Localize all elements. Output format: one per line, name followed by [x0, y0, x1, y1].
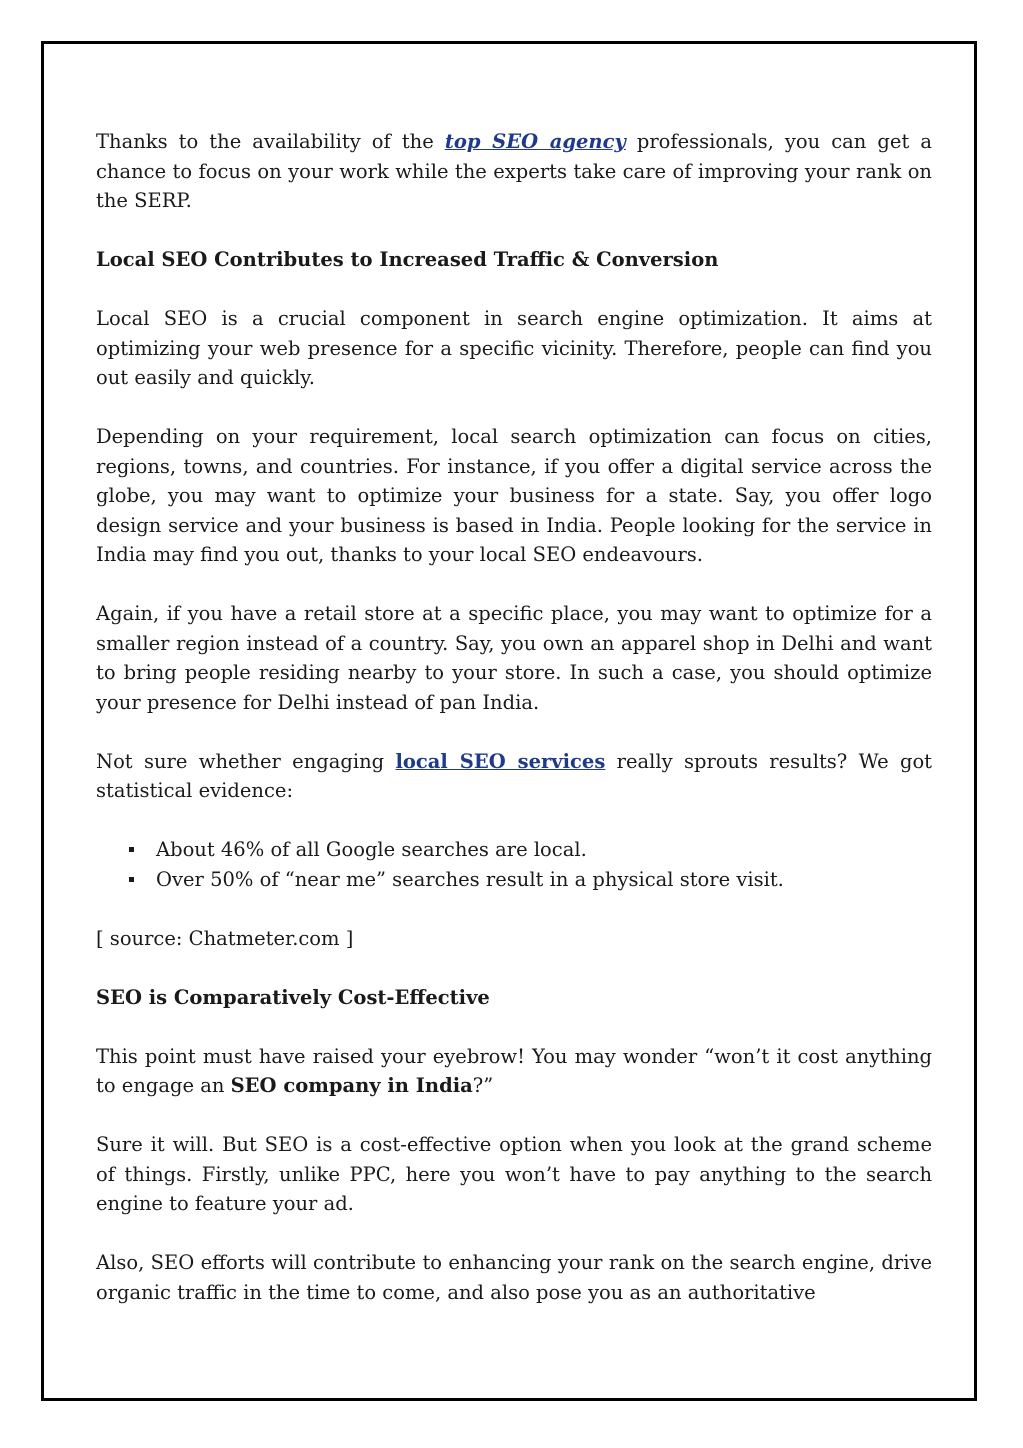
top-seo-agency-link[interactable]: top SEO agency: [444, 130, 626, 153]
square-bullet-icon: [129, 847, 134, 852]
heading-local-seo: Local SEO Contributes to Increased Traffic & Conversion: [96, 248, 719, 271]
document-body: [96, 127, 932, 1307]
paragraph-local-seo-scope: Depending on your requirement, local search optimization can focus on cities, regions, towns, and countries. For instance, if you offer a digital service across the globe, you may want to optimize your business for a state. Say, you offer logo design service and your business is based in India. People looking for the service in India may find you out, thanks to your local SEO endeavours.: [96, 425, 932, 566]
list-item: Over 50% of “near me” searches result in a physical store visit.: [156, 865, 932, 895]
source-citation: [ source: Chatmeter.com ]: [96, 926, 354, 950]
paragraph-eyebrow: This point must have raised your eyebrow! You may wonder “won’t it cost anything to engage an SEO company in India?”: [96, 1044, 932, 1097]
page-frame: [41, 41, 977, 1401]
statistics-list: [96, 835, 932, 894]
list-item: About 46% of all Google searches are local.: [156, 835, 932, 865]
seo-company-india-bold: SEO company in India: [230, 1074, 473, 1097]
paragraph-retail-store: Again, if you have a retail store at a specific place, you may want to optimize for a smaller region instead of a country. Say, you own an apparel shop in Delhi and want to bring people residing nearby to your store. In such a case, you should optimize your presence for Delhi instead of pan India.: [96, 602, 932, 714]
paragraph-local-seo-definition: Local SEO is a crucial component in search engine optimization. It aims at optimizing your web presence for a specific vicinity. Therefore, people can find you out easily and quickly.: [96, 307, 932, 389]
paragraph-cost-effective: Sure it will. But SEO is a cost-effective option when you look at the grand scheme of things. Firstly, unlike PPC, here you won’t have to pay anything to the search engine to feature your ad.: [96, 1133, 932, 1215]
heading-cost-effective: SEO is Comparatively Cost-Effective: [96, 985, 490, 1009]
paragraph-organic-traffic: Also, SEO efforts will contribute to enhancing your rank on the search engine, drive organic traffic in the time to come, and also pose you as an authoritative: [96, 1251, 932, 1304]
paragraph-evidence: Not sure whether engaging local SEO services really sprouts results? We got statistical evidence:: [96, 749, 933, 802]
local-seo-services-link[interactable]: local SEO services: [395, 749, 606, 773]
square-bullet-icon: [129, 877, 134, 882]
paragraph-intro: Thanks to the availability of the top SEO agency professionals, you can get a chance to focus on your work while the experts take care of improving your rank on the SERP.: [96, 130, 932, 212]
